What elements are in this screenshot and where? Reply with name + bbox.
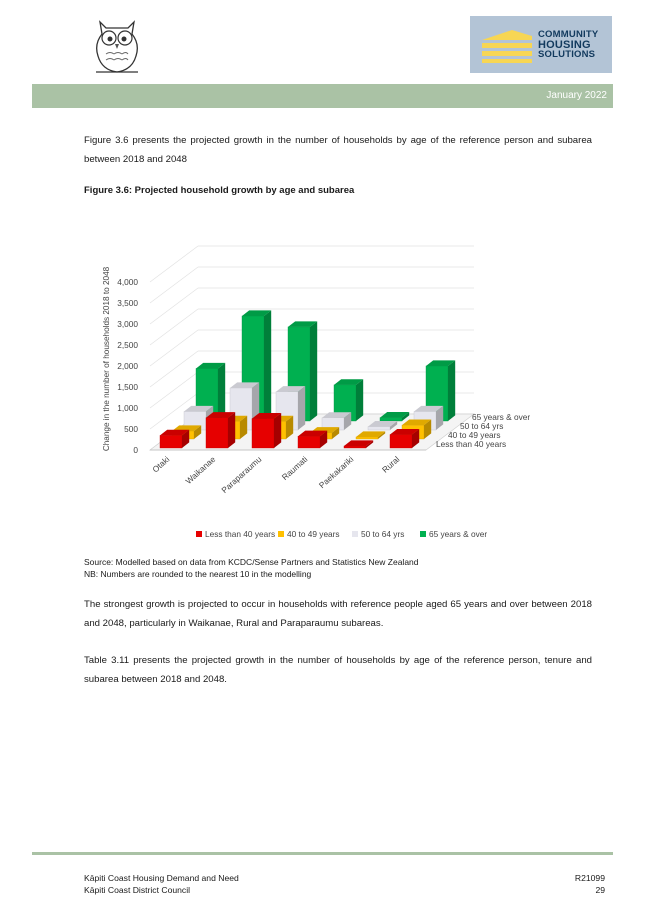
bar-less-than-40-years-raumati	[298, 431, 327, 448]
legend-label: 65 years & over	[429, 529, 488, 539]
depth-label: 65 years & over	[472, 412, 531, 422]
depth-label: 50 to 64 yrs	[460, 421, 504, 431]
y-axis-label: Change in the number of households 2018 to 2048	[102, 266, 111, 452]
depth-label: Less than 40 years	[436, 439, 507, 449]
footer-rule	[32, 852, 613, 855]
x-tick-label: Otaki	[150, 454, 172, 475]
legend-swatch	[352, 531, 358, 537]
house-stripes-icon	[480, 26, 534, 64]
side-gridline	[150, 330, 198, 366]
legend-swatch	[420, 531, 426, 537]
bar-less-than-40-years-otaki	[160, 430, 189, 448]
logo-line-2: HOUSING	[538, 39, 591, 51]
owl-logo-icon	[88, 14, 146, 76]
y-tick-label: 2,500	[117, 340, 138, 350]
legend-label: 50 to 64 yrs	[361, 529, 405, 539]
y-tick-label: 4,000	[117, 277, 138, 287]
y-tick-label: 1,500	[117, 382, 138, 392]
x-tick-label: Paraparaumu	[219, 454, 264, 496]
y-tick-label: 1,000	[117, 403, 138, 413]
side-gridline	[150, 267, 198, 303]
chart-legend	[196, 529, 487, 539]
footer-page-number: 29	[595, 885, 605, 895]
legend-label: 40 to 49 years	[287, 529, 340, 539]
legend-swatch	[196, 531, 202, 537]
footer-document-title: Kāpiti Coast Housing Demand and Need	[84, 873, 239, 883]
bar-less-than-40-years-waikanae	[206, 412, 235, 448]
side-gridline	[150, 372, 198, 408]
x-tick-label: Rural	[379, 454, 402, 475]
growth-paragraph: The strongest growth is projected to occur in households with reference people aged 65 years and over between 2018 and 2048, particularly in Waikanae, Rural and Paraparaumu subareas.	[84, 599, 592, 629]
legend-label: Less than 40 years	[205, 529, 276, 539]
x-tick-label: Waikanae	[183, 454, 218, 486]
y-tick-label: 3,000	[117, 319, 138, 329]
side-gridline	[150, 288, 198, 324]
legend-swatch	[278, 531, 284, 537]
side-gridline	[150, 351, 198, 387]
y-tick-label: 500	[124, 424, 138, 434]
household-growth-chart	[88, 214, 608, 554]
depth-label: 40 to 49 years	[448, 430, 501, 440]
y-tick-label: 2,000	[117, 361, 138, 371]
x-tick-label: Raumati	[279, 454, 310, 483]
side-gridline	[150, 309, 198, 345]
intro-paragraph: Figure 3.6 presents the projected growth in the number of households by age of the reference person and subarea between 2018 and 2048	[84, 135, 592, 165]
footer-organisation: Kāpiti Coast District Council	[84, 885, 191, 895]
rounding-note: NB: Numbers are rounded to the nearest 10 in the modelling	[84, 569, 312, 579]
bar-less-than-40-years-paraparaumu	[252, 413, 281, 448]
footer-report-number: R21099	[574, 873, 605, 883]
logo-line-3: SOLUTIONS	[538, 49, 596, 60]
bar-less-than-40-years-rural	[390, 429, 419, 448]
y-tick-label: 3,500	[117, 298, 138, 308]
community-housing-logo	[470, 16, 612, 73]
source-note: Source: Modelled based on data from KCDC/Sense Partners and Statistics New Zealand	[84, 557, 419, 567]
header-date: January 2022	[546, 90, 607, 101]
figure-title: Figure 3.6: Projected household growth by age and subarea	[84, 185, 355, 196]
x-tick-label: Paekakariki	[316, 454, 356, 491]
y-tick-labels	[117, 277, 138, 455]
table-intro-paragraph: Table 3.11 presents the projected growth in the number of households by age of the reference person, tenure and subarea between 2018 and 2048.	[84, 655, 592, 685]
side-gridline	[150, 246, 198, 282]
header-band	[32, 84, 613, 108]
y-tick-label: 0	[133, 445, 138, 455]
logo-line-1: COMMUNITY	[538, 29, 599, 40]
x-tick-labels	[150, 454, 401, 495]
